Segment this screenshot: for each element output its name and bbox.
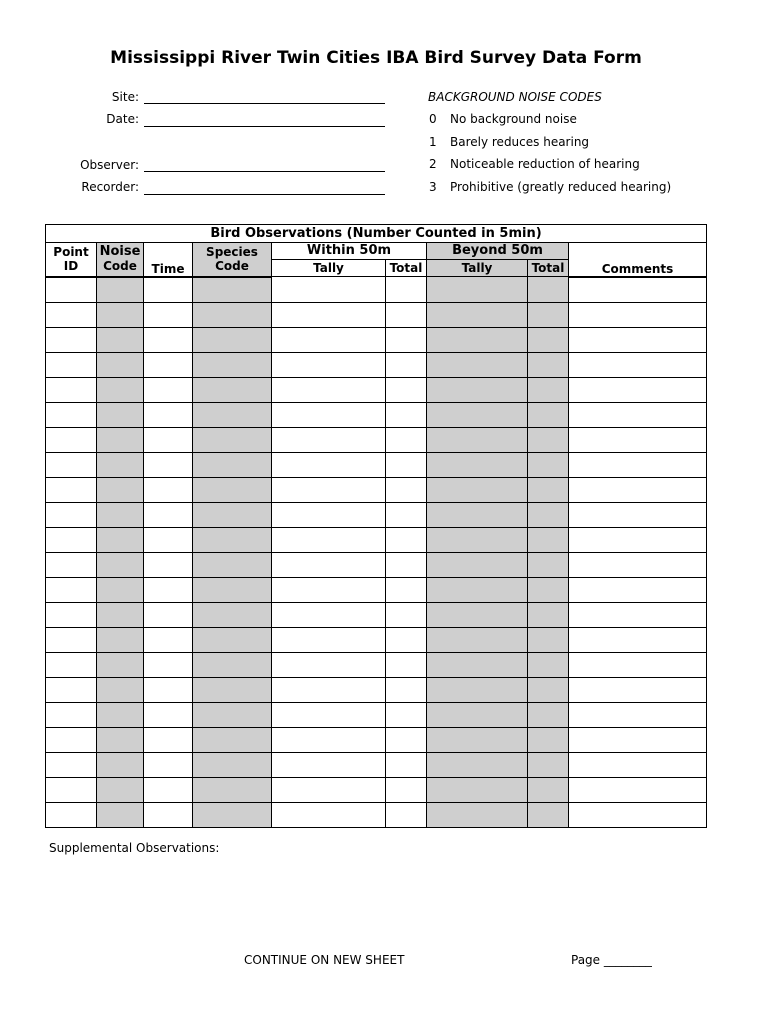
table-row xyxy=(46,427,707,452)
table-cell[interactable] xyxy=(144,402,193,427)
table-cell[interactable] xyxy=(569,702,707,727)
table-cell[interactable] xyxy=(569,427,707,452)
noise-code-header xyxy=(97,243,144,277)
table-cell[interactable] xyxy=(386,702,427,727)
table-cell[interactable] xyxy=(569,602,707,627)
table-cell[interactable] xyxy=(144,677,193,702)
table-cell[interactable] xyxy=(272,602,386,627)
table-cell[interactable] xyxy=(97,777,144,802)
table-cell[interactable] xyxy=(427,277,528,303)
table-cell[interactable] xyxy=(569,502,707,527)
within-tally-header: Tally xyxy=(272,260,386,277)
table-cell[interactable] xyxy=(427,427,528,452)
date-field[interactable] xyxy=(144,126,385,127)
noise-code-text: Noticeable reduction of hearing xyxy=(450,157,640,171)
table-cell[interactable] xyxy=(427,652,528,677)
table-cell[interactable] xyxy=(272,352,386,377)
table-cell[interactable] xyxy=(427,627,528,652)
table-cell[interactable] xyxy=(569,302,707,327)
table-cell[interactable] xyxy=(193,302,272,327)
noise-code-text: Prohibitive (greatly reduced hearing) xyxy=(450,180,672,194)
table-cell[interactable] xyxy=(144,527,193,552)
table-cell[interactable] xyxy=(97,577,144,602)
table-cell[interactable] xyxy=(144,552,193,577)
table-cell[interactable] xyxy=(193,477,272,502)
table-row xyxy=(46,602,707,627)
table-cell[interactable] xyxy=(272,752,386,777)
table-cell[interactable] xyxy=(528,677,569,702)
table-row xyxy=(46,452,707,477)
table-cell[interactable] xyxy=(569,352,707,377)
table-row xyxy=(46,402,707,427)
table-cell[interactable] xyxy=(144,502,193,527)
table-cell[interactable] xyxy=(144,802,193,827)
table-cell[interactable] xyxy=(427,677,528,702)
species-code-header xyxy=(193,243,272,277)
table-cell[interactable] xyxy=(272,577,386,602)
table-cell[interactable] xyxy=(144,602,193,627)
table-cell[interactable] xyxy=(272,702,386,727)
table-cell[interactable] xyxy=(46,677,97,702)
table-cell[interactable] xyxy=(144,427,193,452)
header-text: Code xyxy=(215,259,249,274)
table-cell[interactable] xyxy=(272,452,386,477)
table-cell[interactable] xyxy=(528,477,569,502)
table-cell[interactable] xyxy=(97,552,144,577)
table-cell[interactable] xyxy=(386,402,427,427)
table-cell[interactable] xyxy=(97,277,144,303)
table-cell[interactable] xyxy=(386,602,427,627)
table-cell[interactable] xyxy=(144,352,193,377)
site-field[interactable] xyxy=(144,103,385,104)
recorder-field[interactable] xyxy=(144,194,385,195)
form-title: Mississippi River Twin Cities IBA Bird Survey Data Form xyxy=(110,48,642,68)
bird-observations-table xyxy=(45,224,707,828)
table-cell[interactable] xyxy=(427,402,528,427)
table-cell[interactable] xyxy=(528,652,569,677)
table-row xyxy=(46,277,707,303)
table-cell[interactable] xyxy=(46,377,97,402)
table-cell[interactable] xyxy=(272,677,386,702)
table-cell[interactable] xyxy=(193,602,272,627)
header-text: ID xyxy=(63,259,79,274)
noise-code-number: 3 xyxy=(429,180,437,194)
table-cell[interactable] xyxy=(427,302,528,327)
table-cell[interactable] xyxy=(193,627,272,652)
table-cell[interactable] xyxy=(46,777,97,802)
table-cell[interactable] xyxy=(569,577,707,602)
table-row xyxy=(46,652,707,677)
table-cell[interactable] xyxy=(569,652,707,677)
table-cell[interactable] xyxy=(272,327,386,352)
table-cell[interactable] xyxy=(144,302,193,327)
noise-code-text: Barely reduces hearing xyxy=(450,135,590,149)
table-cell[interactable] xyxy=(569,377,707,402)
within-total-header: Total xyxy=(386,260,427,277)
date-label: Date: xyxy=(106,112,139,126)
table-cell[interactable] xyxy=(97,402,144,427)
table-cell[interactable] xyxy=(46,627,97,652)
table-cell[interactable] xyxy=(144,652,193,677)
table-cell[interactable] xyxy=(427,377,528,402)
observer-field[interactable] xyxy=(144,171,385,172)
table-cell[interactable] xyxy=(97,377,144,402)
continue-note: CONTINUE ON NEW SHEET xyxy=(244,953,405,967)
table-cell[interactable] xyxy=(193,402,272,427)
table-cell[interactable] xyxy=(427,602,528,627)
table-cell[interactable] xyxy=(386,452,427,477)
table-cell[interactable] xyxy=(97,652,144,677)
table-cell[interactable] xyxy=(46,752,97,777)
table-cell[interactable] xyxy=(386,327,427,352)
table-cell[interactable] xyxy=(528,277,569,303)
table-cell[interactable] xyxy=(427,802,528,827)
table-cell[interactable] xyxy=(46,802,97,827)
table-cell[interactable] xyxy=(569,752,707,777)
table-cell[interactable] xyxy=(272,502,386,527)
table-row xyxy=(46,577,707,602)
table-row xyxy=(46,527,707,552)
table-cell[interactable] xyxy=(427,727,528,752)
table-cell[interactable] xyxy=(386,377,427,402)
table-cell[interactable] xyxy=(46,577,97,602)
table-cell[interactable] xyxy=(386,652,427,677)
table-cell[interactable] xyxy=(46,352,97,377)
table-cell[interactable] xyxy=(386,752,427,777)
table-cell[interactable] xyxy=(386,527,427,552)
table-cell[interactable] xyxy=(46,702,97,727)
noise-codes-heading: BACKGROUND NOISE CODES xyxy=(428,90,602,104)
table-cell[interactable] xyxy=(528,352,569,377)
noise-code-number: 0 xyxy=(429,112,437,126)
table-cell[interactable] xyxy=(569,327,707,352)
table-cell[interactable] xyxy=(569,552,707,577)
table-title: Bird Observations (Number Counted in 5min) xyxy=(46,225,707,243)
table-cell[interactable] xyxy=(144,627,193,652)
table-row xyxy=(46,302,707,327)
table-cell[interactable] xyxy=(97,502,144,527)
table-cell[interactable] xyxy=(46,602,97,627)
table-cell[interactable] xyxy=(46,527,97,552)
table-row xyxy=(46,627,707,652)
recorder-label: Recorder: xyxy=(81,180,139,194)
table-cell[interactable] xyxy=(272,477,386,502)
table-cell[interactable] xyxy=(528,427,569,452)
table-cell[interactable] xyxy=(144,577,193,602)
table-cell[interactable] xyxy=(528,552,569,577)
table-cell[interactable] xyxy=(427,752,528,777)
table-cell[interactable] xyxy=(46,402,97,427)
table-row xyxy=(46,477,707,502)
table-cell[interactable] xyxy=(97,302,144,327)
table-cell[interactable] xyxy=(97,477,144,502)
table-cell[interactable] xyxy=(528,327,569,352)
table-cell[interactable] xyxy=(46,427,97,452)
table-cell[interactable] xyxy=(193,452,272,477)
table-cell[interactable] xyxy=(46,277,97,303)
table-cell[interactable] xyxy=(569,802,707,827)
header-text: Noise xyxy=(99,244,141,260)
table-cell[interactable] xyxy=(427,527,528,552)
table-cell[interactable] xyxy=(272,277,386,303)
table-cell[interactable] xyxy=(272,302,386,327)
table-body xyxy=(46,277,707,828)
table-cell[interactable] xyxy=(427,352,528,377)
header-text: Point xyxy=(53,245,89,260)
table-cell[interactable] xyxy=(97,677,144,702)
table-cell[interactable] xyxy=(528,777,569,802)
table-cell[interactable] xyxy=(193,577,272,602)
table-cell[interactable] xyxy=(272,727,386,752)
table-cell[interactable] xyxy=(386,552,427,577)
table-cell[interactable] xyxy=(97,627,144,652)
table-cell[interactable] xyxy=(427,577,528,602)
table-cell[interactable] xyxy=(97,452,144,477)
table-cell[interactable] xyxy=(97,352,144,377)
table-row xyxy=(46,777,707,802)
table-cell[interactable] xyxy=(46,477,97,502)
table-cell[interactable] xyxy=(272,527,386,552)
table-cell[interactable] xyxy=(272,402,386,427)
table-cell[interactable] xyxy=(528,727,569,752)
beyond-50m-header: Beyond 50m xyxy=(427,243,569,260)
table-row xyxy=(46,702,707,727)
beyond-total-header: Total xyxy=(528,260,569,277)
table-cell[interactable] xyxy=(569,627,707,652)
header-text: Code xyxy=(103,259,137,274)
table-cell[interactable] xyxy=(386,677,427,702)
table-cell[interactable] xyxy=(569,477,707,502)
table-cell[interactable] xyxy=(528,402,569,427)
table-cell[interactable] xyxy=(528,602,569,627)
table-cell[interactable] xyxy=(427,552,528,577)
table-cell[interactable] xyxy=(97,527,144,552)
table-cell[interactable] xyxy=(97,602,144,627)
beyond-tally-header: Tally xyxy=(427,260,528,277)
table-cell[interactable] xyxy=(272,802,386,827)
table-row xyxy=(46,352,707,377)
table-cell[interactable] xyxy=(97,802,144,827)
table-cell[interactable] xyxy=(272,777,386,802)
table-cell[interactable] xyxy=(193,652,272,677)
table-cell[interactable] xyxy=(272,427,386,452)
page-number-field[interactable]: Page ________ xyxy=(571,953,652,967)
table-cell[interactable] xyxy=(97,702,144,727)
table-cell[interactable] xyxy=(528,452,569,477)
site-label: Site: xyxy=(111,90,139,104)
table-cell[interactable] xyxy=(193,327,272,352)
table-cell[interactable] xyxy=(386,477,427,502)
table-cell[interactable] xyxy=(528,577,569,602)
table-cell[interactable] xyxy=(569,452,707,477)
table-cell[interactable] xyxy=(528,377,569,402)
table-cell[interactable] xyxy=(272,627,386,652)
table-cell[interactable] xyxy=(386,727,427,752)
table-cell[interactable] xyxy=(193,677,272,702)
table-cell[interactable] xyxy=(193,552,272,577)
table-cell[interactable] xyxy=(528,702,569,727)
table-cell[interactable] xyxy=(144,277,193,303)
table-cell[interactable] xyxy=(144,377,193,402)
table-cell[interactable] xyxy=(427,777,528,802)
noise-code-text: No background noise xyxy=(450,112,577,126)
table-cell[interactable] xyxy=(144,752,193,777)
table-row xyxy=(46,327,707,352)
table-row xyxy=(46,727,707,752)
table-cell[interactable] xyxy=(569,777,707,802)
table-cell[interactable] xyxy=(193,777,272,802)
table-cell[interactable] xyxy=(46,552,97,577)
table-row xyxy=(46,677,707,702)
table-cell[interactable] xyxy=(46,452,97,477)
table-cell[interactable] xyxy=(427,327,528,352)
table-row xyxy=(46,802,707,827)
table-cell[interactable] xyxy=(144,727,193,752)
table-cell[interactable] xyxy=(193,727,272,752)
table-cell[interactable] xyxy=(144,452,193,477)
table-cell[interactable] xyxy=(144,477,193,502)
table-cell[interactable] xyxy=(569,277,707,303)
table-row xyxy=(46,502,707,527)
table-cell[interactable] xyxy=(386,277,427,303)
table-cell[interactable] xyxy=(144,702,193,727)
table-row xyxy=(46,552,707,577)
header-text: Time xyxy=(151,261,185,276)
table-cell[interactable] xyxy=(193,752,272,777)
table-cell[interactable] xyxy=(528,627,569,652)
table-cell[interactable] xyxy=(144,777,193,802)
table-cell[interactable] xyxy=(569,527,707,552)
table-row xyxy=(46,377,707,402)
table-cell[interactable] xyxy=(386,577,427,602)
table-cell[interactable] xyxy=(46,652,97,677)
observer-label: Observer: xyxy=(80,158,139,172)
table-cell[interactable] xyxy=(528,752,569,777)
table-cell[interactable] xyxy=(528,502,569,527)
table-cell[interactable] xyxy=(569,677,707,702)
table-cell[interactable] xyxy=(46,327,97,352)
table-cell[interactable] xyxy=(528,302,569,327)
table-cell[interactable] xyxy=(193,427,272,452)
table-cell[interactable] xyxy=(97,427,144,452)
table-cell[interactable] xyxy=(427,502,528,527)
within-50m-header: Within 50m xyxy=(272,243,427,260)
table-cell[interactable] xyxy=(528,527,569,552)
table-cell[interactable] xyxy=(97,727,144,752)
table-cell[interactable] xyxy=(193,802,272,827)
table-cell[interactable] xyxy=(272,652,386,677)
table-cell[interactable] xyxy=(46,302,97,327)
table-cell[interactable] xyxy=(386,502,427,527)
table-cell[interactable] xyxy=(193,377,272,402)
table-cell[interactable] xyxy=(386,427,427,452)
table-cell[interactable] xyxy=(272,552,386,577)
table-cell[interactable] xyxy=(569,402,707,427)
table-cell[interactable] xyxy=(272,377,386,402)
table-cell[interactable] xyxy=(46,727,97,752)
table-cell[interactable] xyxy=(46,502,97,527)
table-cell[interactable] xyxy=(386,777,427,802)
table-cell[interactable] xyxy=(427,702,528,727)
supplemental-observations-label: Supplemental Observations: xyxy=(49,841,220,855)
header-text: Species xyxy=(206,245,258,260)
table-cell[interactable] xyxy=(427,477,528,502)
table-cell[interactable] xyxy=(193,277,272,303)
table-cell[interactable] xyxy=(144,327,193,352)
table-cell[interactable] xyxy=(193,527,272,552)
table-cell[interactable] xyxy=(386,627,427,652)
table-cell[interactable] xyxy=(386,802,427,827)
table-cell[interactable] xyxy=(569,727,707,752)
table-cell[interactable] xyxy=(193,352,272,377)
table-cell[interactable] xyxy=(193,702,272,727)
table-cell[interactable] xyxy=(193,502,272,527)
comments-header xyxy=(569,243,707,277)
point-id-header xyxy=(46,243,97,277)
table-cell[interactable] xyxy=(386,302,427,327)
table-cell[interactable] xyxy=(97,327,144,352)
table-cell[interactable] xyxy=(386,352,427,377)
noise-code-number: 2 xyxy=(429,157,437,171)
noise-code-number: 1 xyxy=(429,135,437,149)
table-cell[interactable] xyxy=(97,752,144,777)
table-row xyxy=(46,752,707,777)
table-cell[interactable] xyxy=(528,802,569,827)
table-cell[interactable] xyxy=(427,452,528,477)
header-text: Comments xyxy=(601,261,674,276)
time-header xyxy=(144,243,193,277)
